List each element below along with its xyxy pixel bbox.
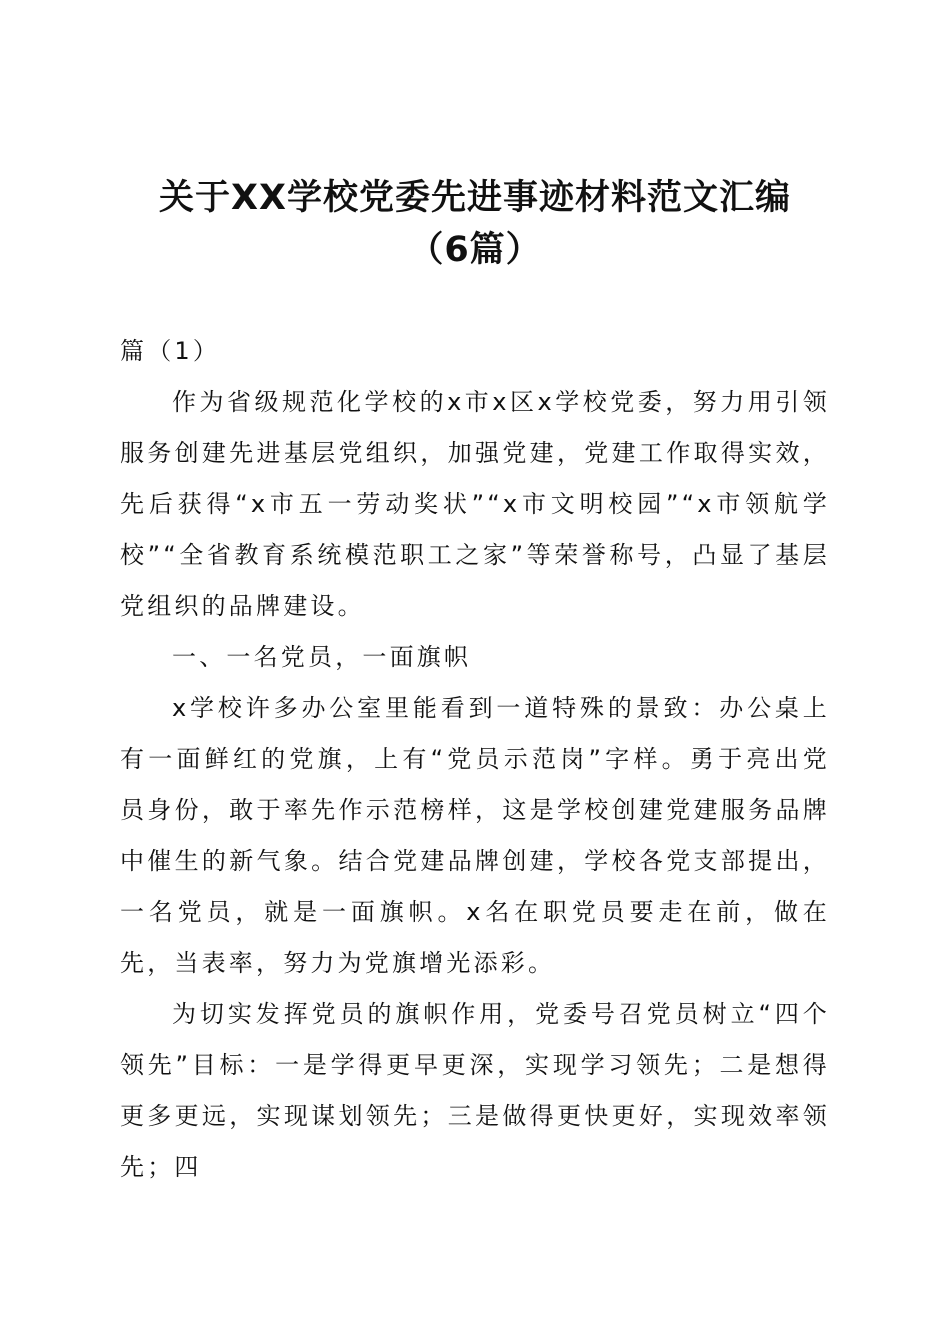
paragraph: 作为省级规范化学校的x市x区x学校党委，努力用引领服务创建先进基层党组织，加强党建，党建工作取得实效，先后获得“x市五一劳动奖状”“x市文明校园”“x市领航学校”“全省教育系统模范职工之家”等荣誉称号，凸显了基层党组织的品牌建设。	[120, 388, 830, 620]
paragraph: x学校许多办公室里能看到一道特殊的景致：办公桌上有一面鲜红的党旗，上有“党员示范岗”字样。勇于亮出党员身份，敢于率先作示范榜样，这是学校创建党建服务品牌中催生的新气象。结合党建品牌创建，学校各党支部提出，一名党员，就是一面旗帜。x名在职党员要走在前，做在先，当表率，努力为党旗增光添彩。	[120, 694, 830, 977]
section-label: 篇（1）	[120, 337, 221, 365]
section-heading: 一、一名党员，一面旗帜	[172, 643, 472, 671]
document-body	[120, 326, 830, 1193]
document-subtitle: （6篇）	[408, 230, 542, 270]
paragraph: 为切实发挥党员的旗帜作用，党委号召党员树立“四个领先”目标：一是学得更早更深，实现学习领先；二是想得更多更远，实现谋划领先；三是做得更快更好，实现效率领先；四	[120, 1000, 830, 1181]
document-title: 关于XX学校党委先进事迹材料范文汇编	[159, 178, 791, 218]
